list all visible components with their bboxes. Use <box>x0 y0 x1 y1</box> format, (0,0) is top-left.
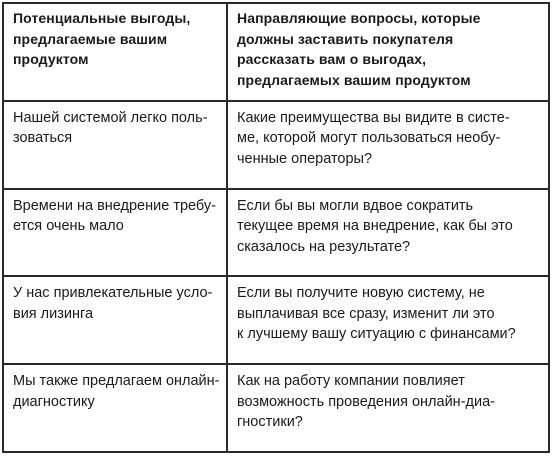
header-benefits <box>3 3 227 101</box>
benefit-text: Времени на внедрение требу- ется очень мало <box>13 197 216 235</box>
header-questions <box>227 3 549 101</box>
benefit-text: Нашей системой легко поль- зоваться <box>13 109 208 147</box>
table-row <box>3 276 549 364</box>
benefit-cell <box>3 364 227 452</box>
question-cell <box>227 101 549 189</box>
benefit-cell <box>3 276 227 364</box>
question-text: Как на работу компании повлияет возможность проведения онлайн-диа- гностики? <box>237 373 495 431</box>
benefits-questions-table <box>2 2 550 453</box>
benefit-text: У нас привлекательные усло- вия лизинга <box>13 285 213 322</box>
benefit-cell <box>3 101 227 189</box>
table-row <box>3 101 549 189</box>
header-questions-text: Направляющие вопросы, которые должны заставить покупателя рассказать вам о выгодах, предлагаемых вашим продуктом <box>237 10 481 88</box>
question-text: Если вы получите новую систему, не выплачивая все сразу, изменит ли это к лучшему вашу ситуацию с финансами? <box>237 285 516 343</box>
benefit-text: Мы также предлагаем онлайн- диагностику <box>13 373 220 410</box>
benefit-cell <box>3 189 227 277</box>
question-cell <box>227 364 549 452</box>
question-text: Какие преимущества вы видите в систе- ме, которой могут пользоваться необу- ченные операторы? <box>237 109 510 167</box>
question-cell <box>227 189 549 277</box>
table-header-row <box>3 3 549 101</box>
table-row <box>3 189 549 277</box>
table-row <box>3 364 549 452</box>
question-text: Если бы вы могли вдвое сократить текущее время на внедрение, как бы это сказалось на результате? <box>237 197 513 255</box>
question-cell <box>227 276 549 364</box>
header-benefits-text: Потенциальные выгоды, предлагаемые вашим продуктом <box>13 10 191 67</box>
